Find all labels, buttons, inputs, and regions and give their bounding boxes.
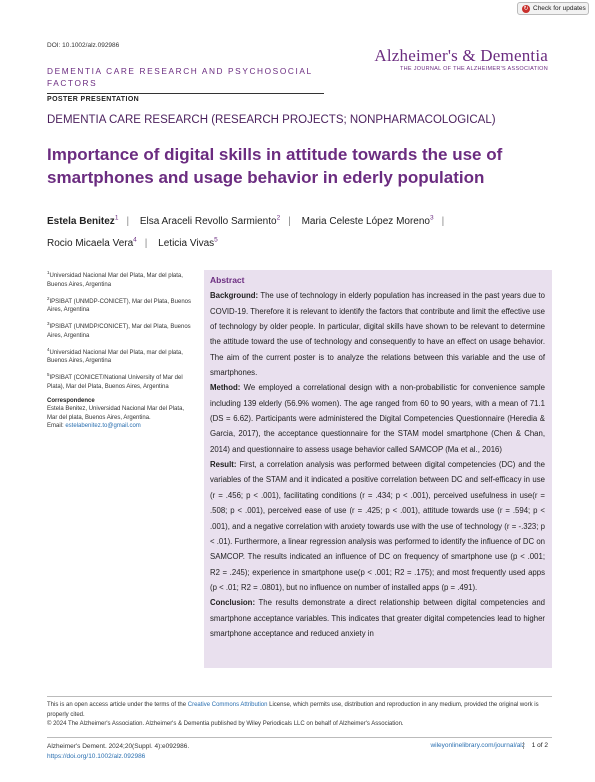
journal-title: Alzheimer's & Dementia (374, 46, 548, 65)
abstract-heading: Abstract (210, 275, 245, 285)
footer-divider (47, 696, 552, 697)
topic-heading: DEMENTIA CARE RESEARCH (RESEARCH PROJECTS; NONPHARMACOLOGICAL) (47, 114, 496, 126)
journal-website-link[interactable]: wileyonlinelibrary.com/journal/alz (430, 742, 525, 749)
section-heading: DEMENTIA CARE RESEARCH AND PSYCHOSOCIAL FACTORS (47, 66, 313, 88)
check-for-updates-label: Check for updates (533, 5, 586, 12)
affiliation: $^3$IPSIBAT (UNMDP/CONICET), Mar del Plata, Buenos Aires, Argentina (47, 321, 191, 339)
affiliations (47, 269, 195, 431)
author[interactable]: Rocio Micaela Vera$^4$ (47, 236, 137, 249)
affiliation: $^5$IPSIBAT (CONICET/National University of Mar del Plata), Mar del Plata, Buenos Aires, Argentina (47, 372, 183, 390)
author-list: Estela Benitez$^1$ | Elsa Araceli Revollo Sarmiento$^2$ | Maria Celeste López Moreno$^3$ | Rocio Micaela Vera$^4$ | Leticia Vivas$^5$ (47, 215, 445, 249)
correspondence-email: Email: estelabenitez.to@gmail.com (47, 423, 141, 429)
affiliation: $^1$Universidad Nacional Mar del Plata, Mar del plata, Buenos Aires, Argentina (47, 270, 183, 288)
affiliation: $^2$IPSIBAT (UNMDP-CONICET), Mar del Plata, Buenos Aires, Argentina (47, 295, 191, 313)
author[interactable]: Elsa Araceli Revollo Sarmiento$^2$ (139, 215, 281, 228)
license-notice: This is an open access article under the terms of the Creative Commons Attribution License, which permits use, distribution and reproduction in any medium, provided the original work is properly cited. © 2024 The Alzheimer's Association. Alzheimer's & Dementia published by Wiley Periodicals LLC on behalf of Alzheimer's Association. (47, 702, 539, 727)
abstract-background: Background: The use of technology in elderly population has increased in the past years due to COVID-19. Therefore it is relevant to identify the factors that contribute and limit the effective use of technology by older people. In particular, digital skills have shown to be relevant to determine the attitude toward the use of technology and consequently to have an effect on usage behavior. The aim of the current poster is to analyze the relations between this variable and the use of smartphones. (210, 291, 546, 378)
author[interactable]: Leticia Vivas$^5$ (158, 236, 218, 249)
abstract-method: Method: We employed a correlational design with a non-probabilistic for convenience sample including 139 elderly (56.9% women). The age ranged from 60 to 90 years, with a mean of 71.1 (DS = 6.62). Participants were administered the Digital Competencies Questionnaire (Heredia & Garcia, 2017), the acceptance questionnaire for the STAM model smartphone (Chen & Chan, 2014) and questionnaire to assess usage behavior called SAMCOP (Ma et al., 2016) (210, 383, 545, 454)
affiliation: $^4$Universidad Nacional Mar del Plata, mar del plata, Buenos Aires, Argentina (47, 346, 183, 364)
correspondence-heading: Correspondence (47, 397, 95, 404)
abstract-conclusion: Conclusion: The results demonstrate a direct relationship between digital competencies and smartphone acceptance variables. This indicates that greater digital competencies lead to higher smartphone acceptance and reduced anxiety in (210, 598, 546, 638)
journal-subtitle: THE JOURNAL OF THE ALZHEIMER'S ASSOCIATION (399, 66, 548, 72)
abstract-result: Result: First, a correlation analysis was performed between digital competencies (DC) and the variables of the STAM and it indicated a positive correlation between DC and self-efficacy in use (r = .456; p < .001), facilitating conditions (r = .434; p < .001), perceived usefulness in use(r = .508; p < .001), perceived ease of use (r = .425; p < .001), attitude towards use (r = .594; p < .001), and a negative correlation with anxiety towards use with the use of technology (r = -.323; p < .01). Furthermore, a linear regression analysis was performed to identify the influence of DC on SAMCOP. The results indicated an influence of DC on frequency of smartphone use (p < .001; R2 = .245); experience in smartphone use(p < .001; R2 = .175); and most frequently used apps (p < .01; R2 = .0801), but no influence on number of installed apps (p = .491). (210, 460, 545, 592)
doi-link[interactable]: https://doi.org/10.1002/alz.092986 (47, 753, 146, 760)
page-number: 1 of 2 (523, 742, 548, 749)
section-divider (47, 93, 324, 94)
copyright: © 2024 The Alzheimer's Association. Alzheimer's & Dementia published by Wiley Periodicals LLC on behalf of Alzheimer's Association. (47, 721, 404, 727)
email-link[interactable]: estelabenitez.to@gmail.com (65, 423, 141, 429)
author[interactable]: Maria Celeste López Moreno$^3$ (301, 215, 434, 228)
refresh-icon: ↻ (523, 5, 529, 12)
article-title: Importance of digital skills in attitude towards the use of smartphones and usage behavior in ederly population (47, 145, 503, 187)
author[interactable]: Estela Benitez$^1$ (47, 215, 119, 228)
footer-divider-2 (47, 737, 552, 738)
cc-license-link[interactable]: Creative Commons Attribution (187, 702, 268, 708)
presentation-type: POSTER PRESENTATION (47, 96, 140, 103)
correspondence-text: Estela Benitez, Universidad Nacional Mar del Plata, Mar del plata, Buenos Aires, Argentina. (47, 406, 185, 421)
abstract-text (210, 273, 545, 641)
check-for-updates-button[interactable] (517, 2, 589, 15)
citation: Alzheimer's Dement. 2024;20(Suppl. 4):e092986. https://doi.org/10.1002/alz.092986 (47, 743, 190, 760)
article-doi: DOI: 10.1002/alz.092986 (47, 42, 120, 49)
